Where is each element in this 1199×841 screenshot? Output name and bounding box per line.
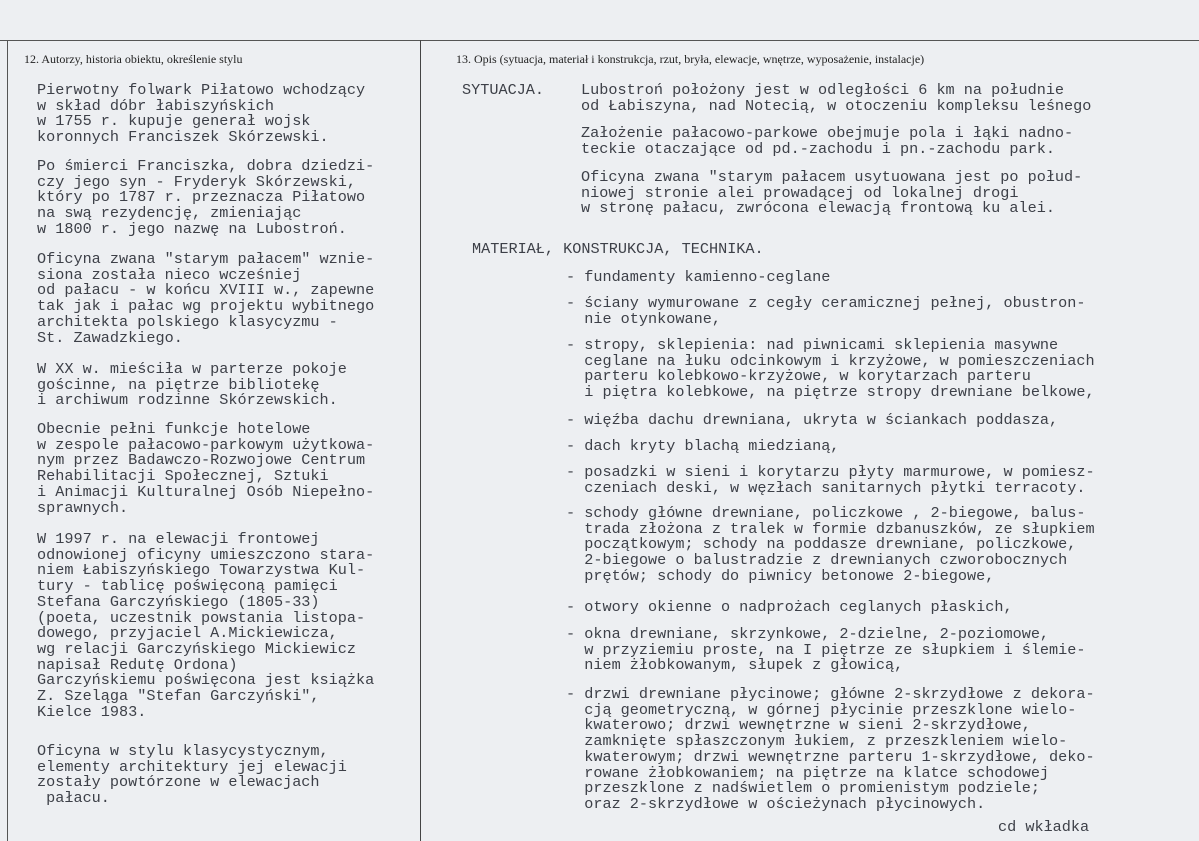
situation-para-2: Założenie pałacowo-parkowe obejmuje pola i łąki nadno- teckie otaczające od pd.-zachodu i pn.-zachodu park. xyxy=(581,124,1074,158)
material-item: - posadzki w sieni i korytarzu płyty marmurowe, w pomiesz- czeniach deski, w węzłach sanitarnych płytki terracoty. xyxy=(566,463,1095,497)
history-para-2: Po śmierci Franciszka, dobra dziedzi- czy jego syn - Fryderyk Skórzewski, który po 1787 r. przeznacza Piłatowo na swą rezydencję, zmieniając w 1800 r. jego nazwę na Lubostroń. xyxy=(37,157,375,238)
material-item: - fundamenty kamienno-ceglane xyxy=(566,268,831,286)
material-item: - ściany wymurowane z cegły ceramicznej pełnej, obustron- nie otynkowane, xyxy=(566,294,1086,328)
history-para-3: Oficyna zwana "starym pałacem" wznie- siona została nieco wcześniej od pałacu - w końcu XVIII w., zapewne tak jak i pałac wg projektu wybitnego architekta polskiego klasycyzmu - St. Zawadzkiego. xyxy=(37,250,375,347)
right-column-header: 13. Opis (sytuacja, materiał i konstrukcja, rzut, bryła, elewacje, wnętrze, wyposażenie, instalacje) xyxy=(456,52,925,66)
material-item: - otwory okienne o nadprożach ceglanych płaskich, xyxy=(566,598,1013,616)
material-item: - dach kryty blachą miedzianą, xyxy=(566,437,840,455)
material-item: - więźba dachu drewniana, ukryta w ściankach poddasza, xyxy=(566,411,1059,429)
left-rule xyxy=(7,40,8,841)
material-item: - drzwi drewniane płycinowe; główne 2-skrzydłowe z dekora- cją geometryczną, w górnej płycinie przeszklone wielo- kwaterowo; drzwi wewnętrzne w sieni 2-skrzydłowe, zamknięte spłaszczonym łukiem, z przeszkleniem wielo- kwaterowym; drzwi wewnętrzne parteru 1-skrzydłowe, deko- rowane żłobkowaniem; na piętrze na klatce schodowej przeszklone z nadświetlem o promienistym podziele; oraz 2-skrzydłowe w ościeżynach płycinowych. xyxy=(566,685,1095,813)
situation-para-3: Oficyna zwana "starym pałacem usytuowana jest po połud- niowej stronie alei prowadącej od lokalnej drogi w stronę pałacu, zwrócona elewacją frontową ku alei. xyxy=(581,168,1083,218)
situation-label: SYTUACJA. xyxy=(462,81,545,99)
history-para-1: Pierwotny folwark Piłatowo wchodzący w skład dóbr łabiszyńskich w 1755 r. kupuje generał wojsk koronnych Franciszek Skórzewski. xyxy=(37,81,366,147)
material-item: - stropy, sklepienia: nad piwnicami sklepienia masywne ceglane na łuku odcinkowym i krzyżowe, w pomieszczeniach parteru kolebkowo-krzyżowe, w korytarzach parteru i piętra kolebkowe, na piętrze stropy drewniane belkowe, xyxy=(566,336,1095,402)
situation-para-1: Lubostroń położony jest w odległości 6 km na południe od Łabiszyna, nad Notecią, w otoczeniu kompleksu leśnego xyxy=(581,81,1092,115)
continuation-note: cd wkładka xyxy=(998,818,1090,836)
column-divider xyxy=(420,40,421,841)
material-item: - okna drewniane, skrzynkowe, 2-dzielne, 2-poziomowe, w przyziemiu proste, na I piętrze ze słupkiem i ślemie- niem żłobkowanym, słupek z głowicą, xyxy=(566,625,1086,675)
left-column-header: 12. Autorzy, historia obiektu, określenie stylu xyxy=(24,52,243,66)
material-item: - schody główne drewniane, policzkowe , 2-biegowe, balus- trada złożona z tralek w formie dzbanuszków, ze słupkiem początkowym; schody na poddasze drewniane, policzkowe, 2-biegowe o balustradzie z drewnianych czworobocznych prętów; schody do piwnicy betonowe 2-biegowe, xyxy=(566,504,1095,585)
material-heading: MATERIAŁ, KONSTRUKCJA, TECHNIKA. xyxy=(472,240,764,258)
history-para-6: W 1997 r. na elewacji frontowej odnowionej oficyny umieszczono stara- niem Łabiszyńskiego Towarzystwa Kul- tury - tablicę poświęconą pamięci Stefana Garczyńskiego (1805-33) (poeta, uczestnik powstania listopa- dowego, przyjaciel A.Mickiewicza, wg relacji Garczyńskiego Mickiewicz napisał Redutę Ordona) Garczyńskiemu poświęcona jest książka Z. Szeląga "Stefan Garczyński", Kielce 1983. xyxy=(37,530,375,721)
history-para-4: W XX w. mieściła w parterze pokoje gościnne, na piętrze bibliotekę i archiwum rodzinne Skórzewskich. xyxy=(37,360,347,410)
history-para-7: Oficyna w stylu klasycystycznym, elementy architektury jej elewacji zostały powtórzone w elewacjach pałacu. xyxy=(37,742,347,808)
top-rule xyxy=(0,40,1199,41)
history-para-5: Obecnie pełni funkcje hotelowe w zespole pałacowo-parkowym użytkowa- nym przez Badawczo-Rozwojowe Centrum Rehabilitacji Społecznej, Sztuki i Animacji Kulturalnej Osób Niepełno- sprawnych. xyxy=(37,420,375,517)
